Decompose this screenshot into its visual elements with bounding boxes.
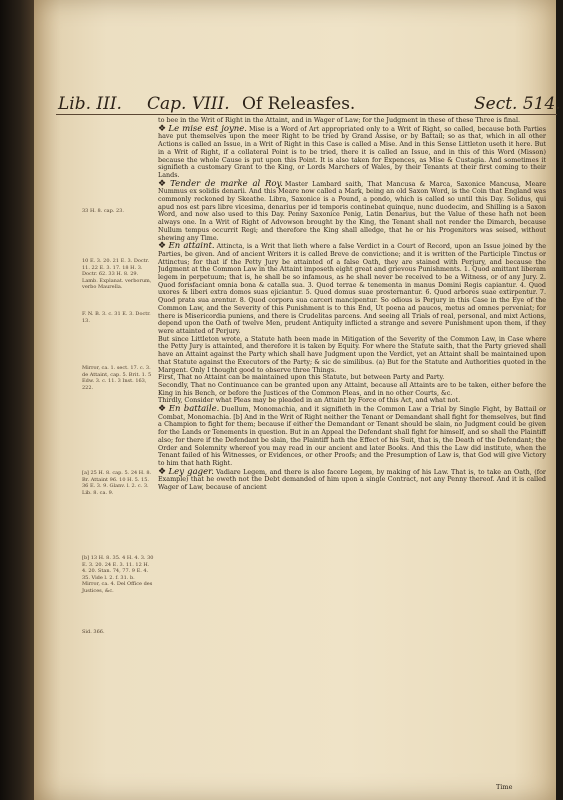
paragraph-text: Attincta, is a Writ that lieth where a false Verdict in a Court of Record, upon an Issue joined by the Parties, be given. And of ancient Writers it is called Breve de convictione; and it is written of the Participle Tinctus or Attinctus; for that if the Petty Jury be attainted of a false Oath, they are stained with Perjury, and because the Judgment at the Common Law in the Attaint imposeth eight great and grievous Punishments. 1. Quod amittant liberam legem in perpetuum; that is, he shall be so infamous, as he shall never be received to be a Witness, or of any Jury. 2. Quod forisfaciant omnia bona & catalla sua. 3. Quod terrae & tenementa in manus Domini Regis capiantur. 4. Quod uxores & liberi extra domos suas ejiciantur. 5. Quod domus suae prosternantur. 6. Quod arbores suae extirpentur. 7. Quod prata sua arentur. 8. Quod corpora sua carceri mancipentur. So odious is Perjury in this Case in the Eye of the Common Law, and the Severity of this Punishment is to this End, Ut poena ad paucos, metus ad omnes perveniat; for there is Misericordia puniens, and there is Crudelitas parcens. And seeing all Trials of real, personal, and mixt Actions, depend upon the Oath of twelve Men, prudent Antiquity inflicted a strange and severe Punishment upon them, if they were attainted of Perjury. xyxy=(158,242,546,335)
chapter-title: Of Releasfes. xyxy=(242,94,356,114)
paragraph-mark-icon: ❖ xyxy=(158,178,169,189)
margin-note: Sid. 366. xyxy=(82,629,105,635)
paragraph xyxy=(158,406,546,468)
paragraph xyxy=(158,123,546,180)
paragraph-lead: Ley gager. xyxy=(168,466,214,477)
paragraph xyxy=(158,466,546,492)
paragraph-text: Duellum, Monomachia, and it signifieth in the Common Law a Trial by Single Fight, by Battail or Combat, Monomachia. [b] And in the Writ of Right neither the Tenant or Demandant shall fight for themselves, but find a Champion to fight for them; because if either the Demandant or Tenant should be slain, no Judgment could be given for the Lands or Tenements in question. But in an Appeal the Defendant shall fight for himself, and so shall the Plaintiff also; for there if the Defendant be slain, the Plaintiff hath the Effect of his Suit, that is, the Death of the Defendant; the Order and Solemnity whereof you may read in our ancient and later Books. And this the Law did institute, when the Tenant failed of his Witnesses, or Evidences, or other Proofs; and the Presumption of Law is, that God will give Victory to him that hath Right. xyxy=(158,405,546,467)
paragraph-text: to bee in the Writ of Right in the Attaint, and in Wager of Law; for the Judgment in these of these Three is final. xyxy=(158,117,521,124)
paragraph-mark-icon: ❖ xyxy=(158,404,167,415)
paragraph-lead: Tender de marke al Roy. xyxy=(170,178,283,189)
paragraph-mark-icon: ❖ xyxy=(158,466,167,477)
margin-note: F. N. B. 3. c. 31 E. 3. Doctr. 13. xyxy=(82,311,151,324)
book-binding xyxy=(0,0,34,800)
paragraph-lead: En attaint. xyxy=(168,241,215,252)
paragraph xyxy=(158,336,546,375)
paragraph-lead: Le mise est joyne. xyxy=(168,123,247,134)
paragraph-text: Vadiare Legem, and there is also facere Legem, by making of his Law. That is, to take an Oath, (for Example) that he oweth not the Debt demanded of him upon a single Contract, not any Penny thereof. And it is called Wager of Law, because of ancient xyxy=(158,467,546,492)
paragraph-text: First, That no Attaint can be maintained upon this Statute, but between Party and Party. xyxy=(158,373,445,382)
margin-note: 10 E. 3. 20. 21 E. 3. Doctr. 11. 22 E. 3. 17. 18 H. 3. Doctr. 62. 33 H. 8. 29. Lamb. Explanat. verborum, verbo Maurella. xyxy=(82,258,152,290)
paragraph-text: Secondly, That no Continuance can be granted upon any Attaint, because all Attaints are to be taken, either before the King in his Bench, or before the Justices of the Common Pleas, and in no other Courts, &c. xyxy=(158,380,546,397)
margin-notes xyxy=(82,0,154,800)
margin-note: Mirror, ca. 1. sect. 17. c. 3. de Attaint, cap. 5. Brit. 1. 5 Edw. 3. c. 11. 3 Inst. 163, 222. xyxy=(82,365,152,391)
paragraph xyxy=(158,382,546,397)
catchword: Time xyxy=(496,783,513,791)
body-text xyxy=(158,117,546,792)
margin-note: [b] 13 H. 8. 35. 4 H. 4. 3. 30 E. 3. 20. 24 E. 3. 11. 12 H. 4. 20. Stan. 74, 77. 9 E. 4. 35. Vide l. 2. f. 31. b. Mirror, ca. 4. Del Office des Justices, &c. xyxy=(82,555,154,594)
paragraph-text: But since Littleton wrote, a Statute hath been made in Mitigation of the Severity of the Common Law, in Case where the Petty Jury is attainted, and therefore it is taken by Equity. For where the Statute saith, that the Party grieved shall have an Attaint against the Party which shall have Judgment upon the Verdict, yet an Attaint shall be maintained upon that Statute against the Executors of the Party; & sic de similibus. (a) But for the Statute and Authorities quoted in the Margent. Only I thought good to observe three Things. xyxy=(158,334,546,374)
chapter-number: Cap. VIII. xyxy=(147,94,230,114)
margin-note: 33 H. 8. cap. 23. xyxy=(82,208,124,214)
margin-note: [a] 25 H. 8. cap. 5. 24 H. 8. Br. Attaint 96. 10 H. 5. 15. 36 E. 3. 9. Glanv. l. 2. c. 3. Lib. 8. ca. 9. xyxy=(82,470,152,496)
paragraph-lead: En battaile. xyxy=(168,404,220,415)
paragraph-mark-icon: ❖ xyxy=(158,241,167,252)
paragraph-mark-icon: ❖ xyxy=(158,123,167,134)
paragraph xyxy=(158,178,546,243)
paragraph xyxy=(158,243,546,335)
book-number: Lib. III. xyxy=(58,94,122,114)
paragraph-text: Thirdly, Consider what Pleas may be pleaded in an Attaint by Force of this Act, and what not. xyxy=(158,396,461,405)
section-number: Sect. 514. xyxy=(474,94,561,114)
paragraph-text: Mise is a Word of Art appropriated only to a Writ of Right, so called, because both Parties have put themselves upon the meer Right to be tried by Grand Assise, or by Battail; so as that, which in all other Actions is called an Issue, in a Writ of Right in this Case is called a Mise. And in this Sense Littleton useth it here. But in a Writ of Right, if a collateral Point is to be tried, there it is called an Issue, and in this of this Word (Misson) because the whole Cause is put upon this Point. It is also taken for Expences, as Mise & Custagia. And sometimes it signifieth a customary Grant to the King, or Lords Marchers of Wales, by their Tenants at their first coming to their Lands. xyxy=(158,124,546,179)
paragraph-text: Master Lambard saith, That Mancusa & Marca, Saxonice Mancusa, Meare Nummus ex solidis denarii. And this Meare now called a Mark, being an old Saxon Word, is the Coin that England was commonly reckoned by Skeathe. Libra, Saxonice is a Pound, a pondo, which is called so until this Day. Solidus, qui apud nos est pars libre vicesima, denarius per id temporis continebat quinque, nunc duodecim, and Shilling is a Saxon Word, and now also used to this Day. Penny Saxonice Penig, Latin Denarius, but the Value of these hath not been always one. In a Writ of Right of Advowson brought by the King, the Tenant shall not render the Dimarch, because Nullum tempus occurrit Regi; and therefore the King shall alledge, that he or his Progenitors was seised, without shewing any Time. xyxy=(158,179,546,242)
